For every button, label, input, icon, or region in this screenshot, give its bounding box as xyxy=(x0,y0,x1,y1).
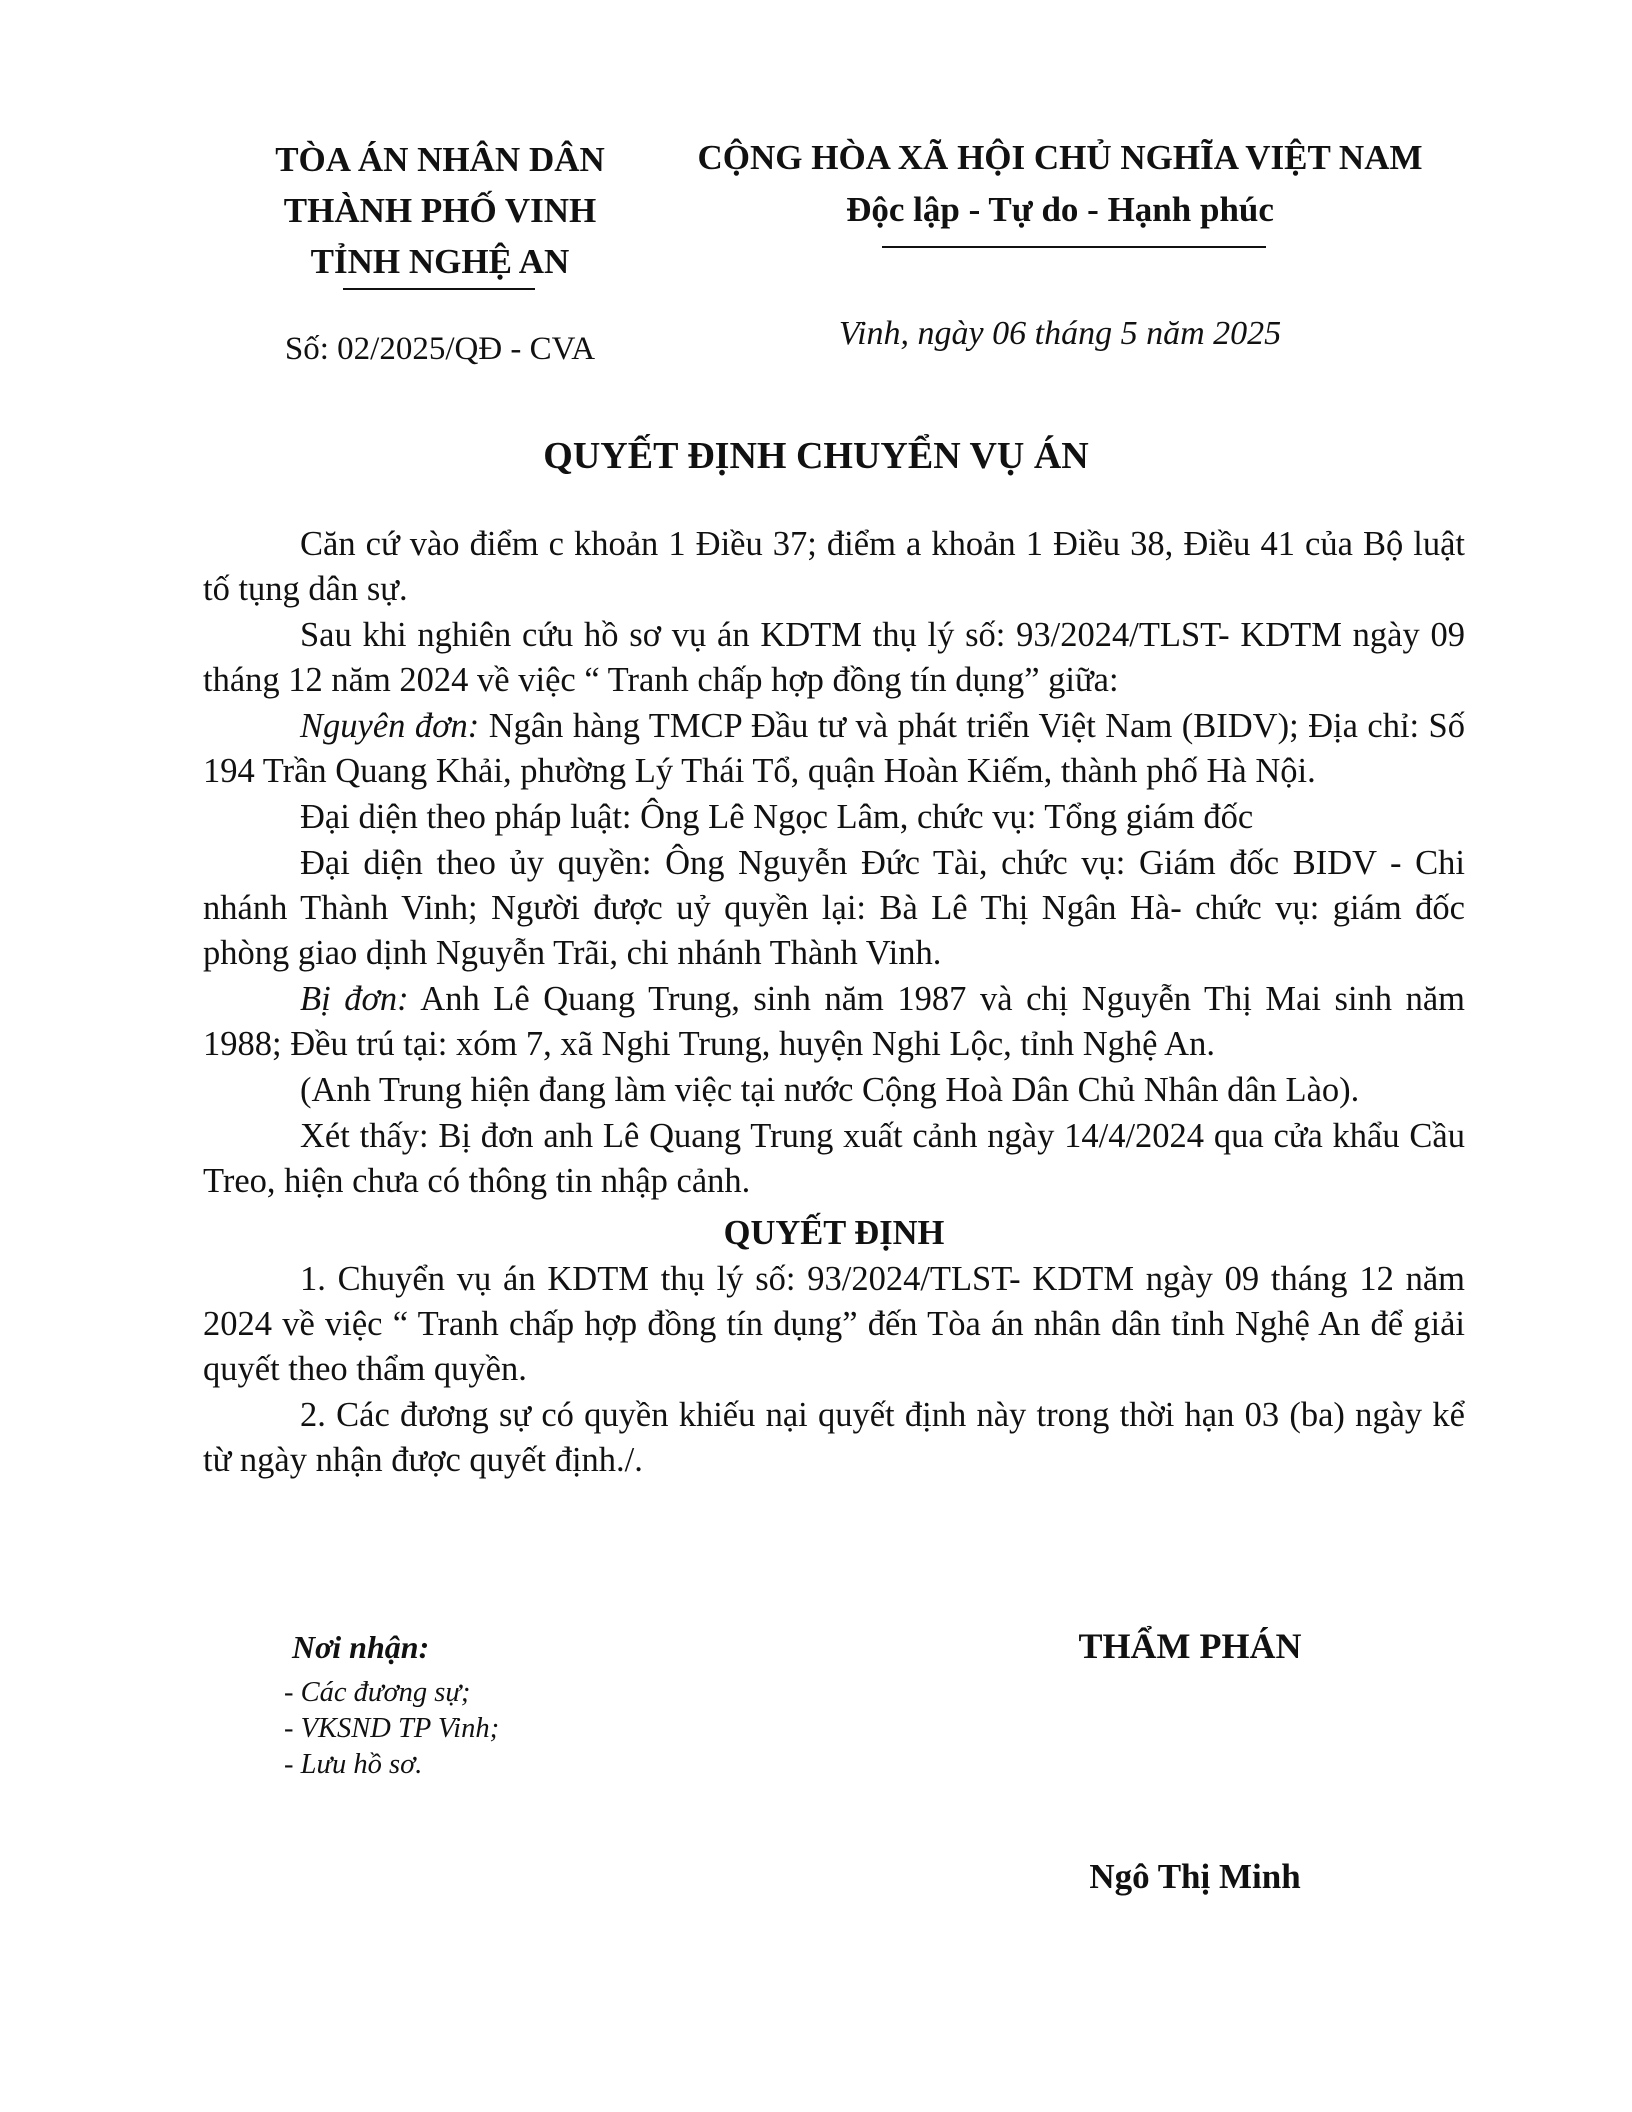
motto: Độc lập - Tự do - Hạnh phúc xyxy=(846,190,1274,229)
decision-item-2: 2. Các đương sự có quyền khiếu nại quyết định này trong thời hạn 03 (ba) ngày kể từ ngày nhận được quyết định./. xyxy=(203,1396,1465,1479)
recipient-item: - VKSND TP Vinh; xyxy=(284,1713,500,1744)
court-name-block xyxy=(245,134,635,287)
recipient-item: - Lưu hồ sơ. xyxy=(284,1749,423,1780)
defendant-note-paragraph: (Anh Trung hiện đang làm việc tại nước Cộng Hoà Dân Chủ Nhân dân Lào). xyxy=(300,1071,1360,1109)
recipients-title-text: Nơi nhận xyxy=(292,1629,419,1665)
recipients-title-colon: : xyxy=(418,1629,430,1665)
court-line: TÒA ÁN NHÂN DÂN xyxy=(275,140,605,179)
court-line: TỈNH NGHỆ AN xyxy=(310,242,570,281)
legal-representative-paragraph: Đại diện theo pháp luật: Ông Lê Ngọc Lâm, chức vụ: Tổng giám đốc xyxy=(300,798,1254,836)
defendant-label: Bị đơn: xyxy=(300,980,409,1018)
authorized-representative-paragraph: Đại diện theo ủy quyền: Ông Nguyễn Đức Tài, chức vụ: Giám đốc BIDV - Chi nhánh Thành Vinh; Người được uỷ quyền lại: Bà Lê Thị Ngân Hà- chức vụ: giám đốc phòng giao dịnh Nguyễn Trãi, chi nhánh Thành Vinh. xyxy=(203,844,1465,972)
signer-title: THẨM PHÁN xyxy=(1078,1626,1302,1666)
national-header xyxy=(680,132,1440,236)
plaintiff-paragraph xyxy=(203,704,1465,794)
document-body xyxy=(203,522,1465,1483)
plaintiff-label: Nguyên đơn: xyxy=(300,707,480,745)
recipient-item: - Các đương sự; xyxy=(284,1677,471,1708)
document-number: Số: 02/2025/QĐ - CVA xyxy=(284,331,596,367)
legal-basis-paragraph: Căn cứ vào điểm c khoản 1 Điều 37; điểm a khoản 1 Điều 38, Điều 41 của Bộ luật tố tụng dân sự. xyxy=(203,525,1465,608)
signer-name: Ngô Thị Minh xyxy=(1089,1857,1301,1896)
decision-item-1: 1. Chuyển vụ án KDTM thụ lý số: 93/2024/TLST- KDTM ngày 09 tháng 12 năm 2024 về việc “ Tranh chấp hợp đồng tín dụng” đến Tòa án nhân dân tỉnh Nghệ An để giải quyết theo thẩm quyền. xyxy=(203,1260,1465,1388)
defendant-paragraph xyxy=(203,977,1465,1067)
document-date: Vinh, ngày 06 tháng 5 năm 2025 xyxy=(838,315,1282,352)
defendant-text: Anh Lê Quang Trung, sinh năm 1987 và chị Nguyễn Thị Mai sinh năm 1988; Đều trú tại: xóm 7, xã Nghi Trung, huyện Nghi Lộc, tỉnh Nghệ An. xyxy=(203,980,1466,1063)
plaintiff-text: Ngân hàng TMCP Đầu tư và phát triển Việt Nam (BIDV); Địa chỉ: Số 194 Trần Quang Khải, phường Lý Thái Tổ, quận Hoàn Kiếm, thành phố Hà Nội. xyxy=(203,707,1465,790)
recipients-list xyxy=(284,1675,784,1783)
case-paragraph: Sau khi nghiên cứu hồ sơ vụ án KDTM thụ lý số: 93/2024/TLST- KDTM ngày 09 tháng 12 năm 2024 về việc “ Tranh chấp hợp đồng tín dụng” giữa: xyxy=(203,616,1465,699)
finding-paragraph: Xét thấy: Bị đơn anh Lê Quang Trung xuất cảnh ngày 14/4/2024 qua cửa khẩu Cầu Treo, hiện chưa có thông tin nhập cảnh. xyxy=(203,1117,1465,1200)
decision-heading: QUYẾT ĐỊNH xyxy=(723,1214,945,1252)
nation-title: CỘNG HÒA XÃ HỘI CHỦ NGHĨA VIỆT NAM xyxy=(697,138,1423,177)
court-underline xyxy=(343,288,535,290)
court-line: THÀNH PHỐ VINH xyxy=(283,191,597,230)
recipients-block xyxy=(284,1625,784,1783)
document-title: QUYẾT ĐỊNH CHUYỂN VỤ ÁN xyxy=(543,435,1089,477)
recipients-title xyxy=(292,1625,784,1669)
motto-underline xyxy=(882,246,1266,248)
